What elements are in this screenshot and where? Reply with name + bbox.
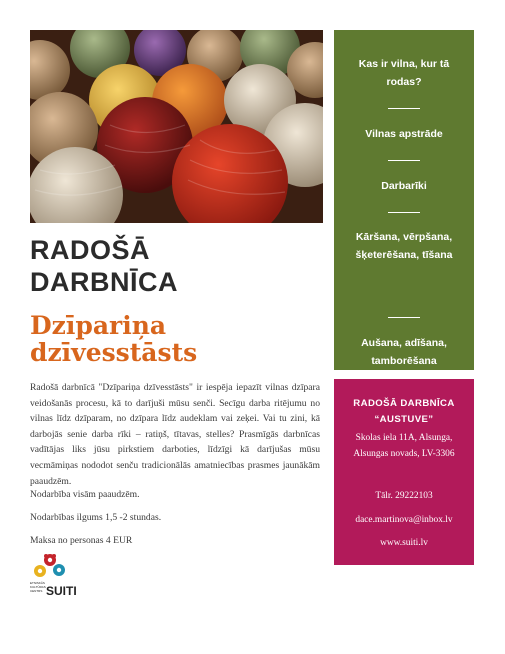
- topic-item: Darbarīki: [381, 180, 427, 192]
- svg-text:ETNISKĀS: ETNISKĀS: [30, 581, 45, 585]
- topic-item: Aušana, adīšana, tamborēšana: [361, 337, 447, 367]
- contact-panel: [334, 379, 474, 565]
- topic-item: Kāršana, vērpšana, šķeterēšana, tīšana: [355, 231, 453, 261]
- subtitle-line: Dzīpariņa: [30, 311, 167, 340]
- note-audience: Nodarbība visām paaudzēm.: [30, 489, 140, 500]
- address-line: Alsungas novads, LV-3306: [353, 449, 455, 459]
- topics-panel: [334, 30, 474, 370]
- title-line: DARBNĪCA: [30, 267, 178, 297]
- page-title: [30, 234, 320, 298]
- contact-title-line: “AUSTUVE”: [374, 414, 434, 425]
- note-price: Maksa no personas 4 EUR: [30, 535, 133, 546]
- svg-text:KULTŪRAS: KULTŪRAS: [30, 585, 46, 589]
- topic-item: Kas ir vilna, kur tā rodas?: [358, 58, 450, 88]
- website-link[interactable]: www.suiti.lv: [380, 538, 428, 548]
- subtitle-line: dzīvesstāsts: [30, 338, 198, 367]
- contact-title: [338, 396, 470, 428]
- divider: [388, 160, 420, 161]
- note-duration: Nodarbības ilgums 1,5 -2 stundas.: [30, 512, 162, 523]
- svg-text:SUITI: SUITI: [46, 584, 77, 598]
- contact-title-line: RADOŠĀ DARBNĪCA: [353, 398, 455, 409]
- yarn-balls-photo: [30, 30, 323, 223]
- svg-text:CENTRS: CENTRS: [30, 589, 43, 593]
- suiti-logo: [28, 553, 78, 599]
- divider: [388, 212, 420, 213]
- description-paragraph: Radošā darbnīcā "Dzīpariņa dzīvesstāsts" ir iespēja iepazīt vilnas dzīpara veidošanās procesu, kā to darījuši mūsu senči. Secīgu darba ritējumu no vilnas līdz dzīparam, no dzīpara līdz audeklam vai zeķei. Vai tu zini, kā darbojās senie darba rīki – ratiņš, tītavas, stelles? Prasmīgās darbnīcas vadītājas liks jūsu pirkstiem darboties, līdzīgi kā darījušas mūsu vecmāmiņas nododot senču tradicionālās amatniecības prasmes jaunākām paaudzēm.: [30, 382, 320, 487]
- phone-text: Tālr. 29222103: [375, 491, 433, 501]
- title-line: RADOŠĀ: [30, 235, 151, 265]
- address-line: Skolas iela 11A, Alsunga,: [355, 433, 453, 443]
- email-link[interactable]: dace.martinova@inbox.lv: [355, 515, 453, 525]
- divider: [388, 317, 420, 318]
- topic-item: Vilnas apstrāde: [365, 128, 443, 140]
- divider: [388, 108, 420, 109]
- subtitle: [30, 312, 330, 366]
